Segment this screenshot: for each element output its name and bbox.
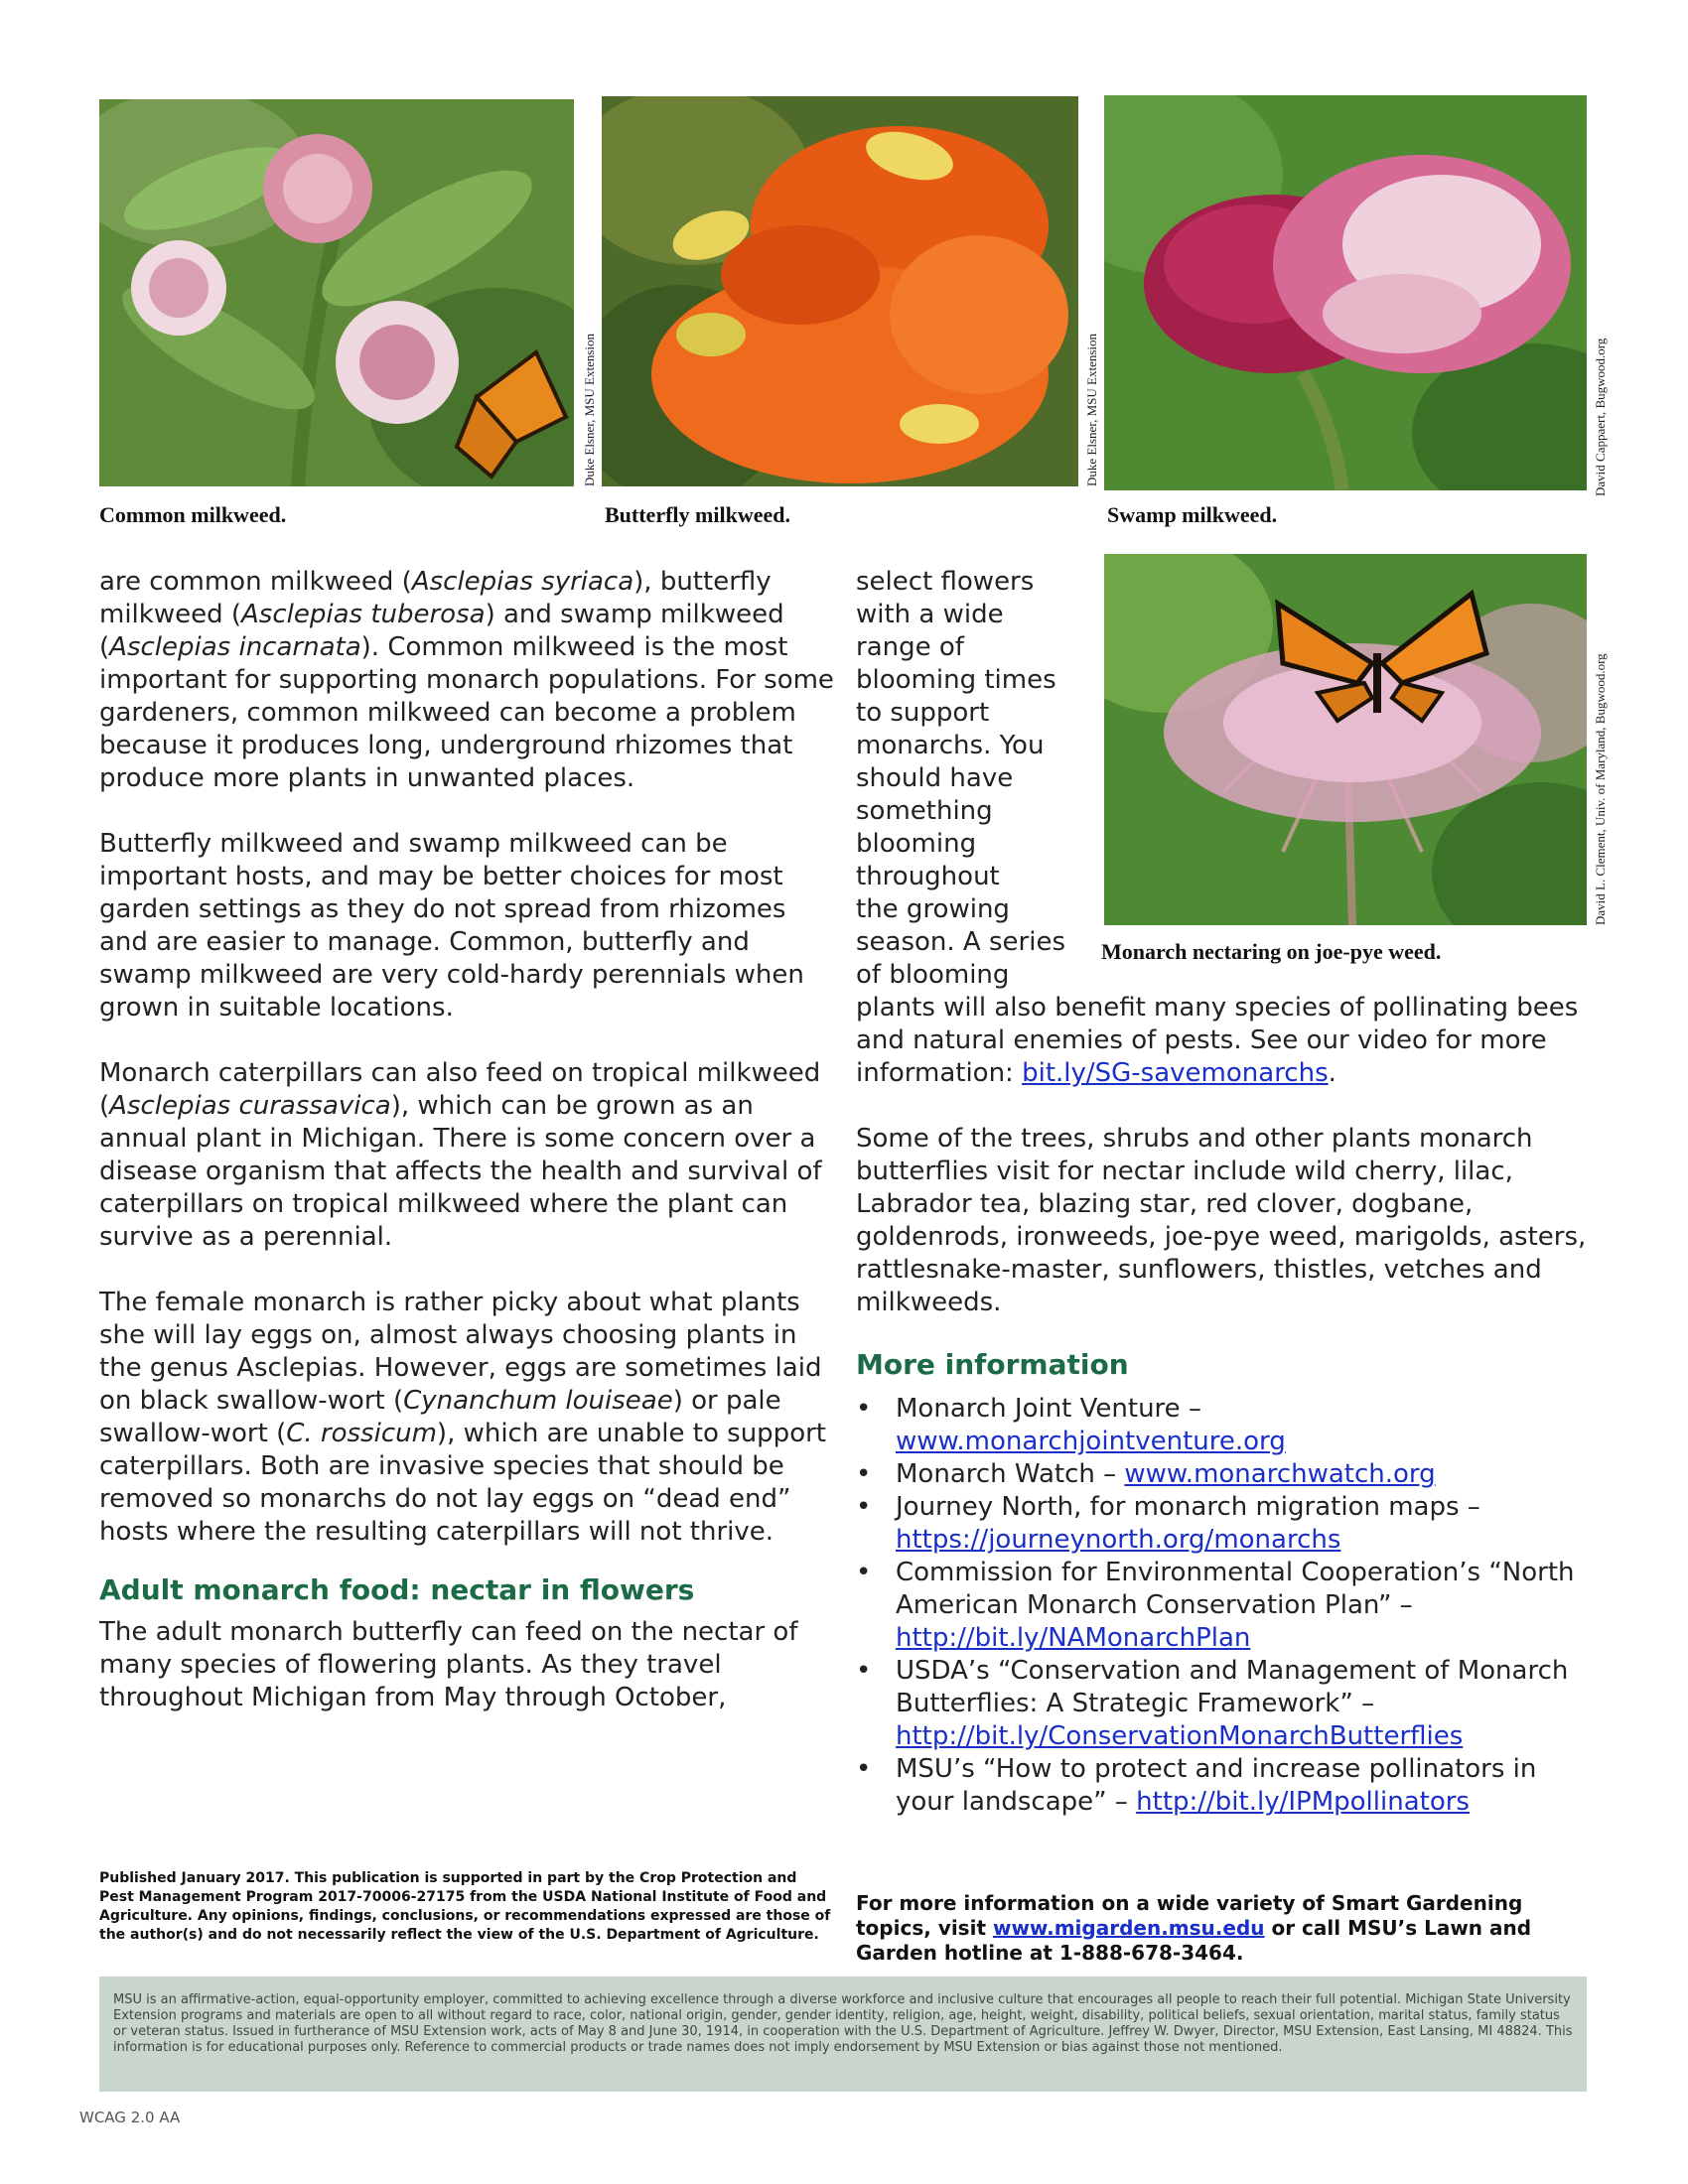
info-item-text: Monarch Joint Venture – <box>896 1394 1201 1424</box>
info-list-item <box>856 1393 1591 1458</box>
swamp-milkweed-image <box>1104 95 1587 490</box>
footer-disclaimer <box>99 1977 1587 2092</box>
photo-monarch-joe-pye <box>1104 554 1587 925</box>
paragraph-adult-food: The adult monarch butterfly can feed on the nectar of many species of flowering plants. As they travel throughout Michigan from May through October, <box>99 1617 798 1712</box>
info-item-link[interactable]: https://journeynorth.org/monarchs <box>896 1525 1341 1555</box>
narrow-line: something <box>856 796 993 826</box>
right-narrow-text <box>856 566 1094 992</box>
photo-caption: Common milkweed. <box>99 502 287 527</box>
more-information-list <box>856 1393 1591 1819</box>
narrow-line: throughout <box>856 862 1000 891</box>
paragraph-blooming: plants will also benefit many species of pollinating bees and natural enemies of pests. See our video for more information: bit.ly/SG-savemonarchs. <box>856 993 1579 1088</box>
narrow-line: with a wide <box>856 600 1004 629</box>
right-column <box>856 992 1591 1819</box>
photo-caption: Monarch nectaring on joe-pye weed. <box>1101 939 1442 964</box>
wcag-label: WCAG 2.0 AA <box>79 2109 181 2126</box>
info-list-item <box>856 1655 1591 1753</box>
info-item-link[interactable]: http://bit.ly/ConservationMonarchButterflies <box>896 1721 1464 1751</box>
info-item-text: Journey North, for monarch migration maps – <box>896 1492 1480 1522</box>
photo-common-milkweed <box>99 99 574 486</box>
info-item-text: Commission for Environmental Cooperation’s “North American Monarch Conservation Plan” – <box>896 1558 1575 1620</box>
heading-more-information: More information <box>856 1348 1129 1381</box>
info-list-item <box>856 1491 1591 1557</box>
paragraph-nectar-plants: Some of the trees, shrubs and other plants monarch butterflies visit for nectar include wild cherry, lilac, Labrador tea, blazing star, red clover, dogbane, goldenrods, ironweeds, joe-pye weed, marigolds, asters, rattlesnake-master, sunflowers, thistles, vetches and milkweeds. <box>856 1124 1587 1317</box>
left-column <box>99 566 834 1714</box>
narrow-line: blooming <box>856 829 977 859</box>
narrow-line: blooming times <box>856 665 1056 695</box>
savemonarchs-link[interactable]: bit.ly/SG-savemonarchs <box>1022 1058 1329 1088</box>
narrow-line: to support <box>856 698 990 728</box>
footer-text: MSU is an affirmative-action, equal-opportunity employer, committed to achieving excellence through a diverse workforce and inclusive culture that encourages all people to reach their full potential. Michigan State University Extension programs and materials are open to all without regard to race, color, national origin, gender, gender identity, religion, age, height, weight, disability, political beliefs, sexual orientation, marital status, family status or veteran status. Issued in furtherance of MSU Extension work, acts of May 8 and June 30, 1914, in cooperation with the U.S. Department of Agriculture. Jeffrey W. Dwyer, Director, MSU Extension, East Lansing, MI 48824. This information is for educational purposes only. Reference to commercial products or trade names does not imply endorsement by MSU Extension or bias against those not mentioned. <box>113 1992 1573 2055</box>
narrow-line: should have <box>856 763 1014 793</box>
photo-credit: Duke Elsner, MSU Extension <box>582 333 597 486</box>
paragraph-hosts: Butterfly milkweed and swamp milkweed can be important hosts, and may be better choices for most garden settings as they do not spread from rhizomes and are easier to manage. Common, butterfly and swamp milkweed are very cold-hardy perennials when grown in suitable locations. <box>99 829 804 1023</box>
bullet-icon: • <box>856 1754 872 1784</box>
narrow-line: of blooming <box>856 960 1010 990</box>
info-list-item <box>856 1557 1591 1655</box>
info-item-link[interactable]: www.monarchwatch.org <box>1124 1459 1436 1489</box>
bullet-icon: • <box>856 1459 872 1489</box>
photo-swamp-milkweed <box>1104 95 1587 490</box>
info-item-text: Monarch Watch – <box>896 1459 1125 1489</box>
paragraph-female-monarch: The female monarch is rather picky about what plants she will lay eggs on, almost always choosing plants in the genus Asclepias. However, eggs are sometimes laid on black swallow-wort (Cynanchum louiseae) or pale swallow-wort (C. rossicum), which are unable to support caterpillars. Both are invasive species that should be removed so monarchs do not lay eggs on “dead end” hosts where the resulting caterpillars will not thrive. <box>99 1288 826 1547</box>
narrow-lines <box>856 566 1094 992</box>
migarden-link[interactable]: www.migarden.msu.edu <box>992 1916 1265 1940</box>
photo-caption: Butterfly milkweed. <box>605 502 790 527</box>
narrow-line: the growing <box>856 894 1010 924</box>
photo-butterfly-milkweed <box>602 96 1078 486</box>
bullet-icon: • <box>856 1492 872 1522</box>
narrow-line: range of <box>856 632 964 662</box>
bullet-icon: • <box>856 1656 872 1686</box>
narrow-line: monarchs. You <box>856 731 1045 760</box>
info-list-item <box>856 1753 1591 1819</box>
info-item-link[interactable]: http://bit.ly/IPMpollinators <box>1136 1787 1470 1817</box>
butterfly-milkweed-image <box>602 96 1078 486</box>
bullet-icon: • <box>856 1394 872 1424</box>
photo-credit: David Cappaert, Bugwood.org <box>1593 338 1608 496</box>
narrow-line: season. A series <box>856 927 1065 957</box>
common-milkweed-image <box>99 99 574 486</box>
photo-caption: Swamp milkweed. <box>1107 502 1278 527</box>
paragraph-tropical-milkweed: Monarch caterpillars can also feed on tropical milkweed (Asclepias curassavica), which can be grown as an annual plant in Michigan. There is some concern over a disease organism that affects the health and survival of caterpillars on tropical milkweed where the plant can survive as a perennial. <box>99 1058 822 1252</box>
smart-gardening-info: For more information on a wide variety of Smart Gardening topics, visit www.migarden.msu.edu or call MSU’s Lawn and Garden hotline at 1-888-678-3464. <box>856 1891 1532 1965</box>
info-list-item <box>856 1458 1591 1491</box>
published-note: Published January 2017. This publication is supported in part by the Crop Protection and Pest Management Program 2017-70006-27175 from the USDA National Institute of Food and Agriculture. Any opinions, findings, conclusions, or recommendations expressed are those of the author(s) and do not necessarily reflect the view of the U.S. Department of Agriculture. <box>99 1870 831 1943</box>
info-item-link[interactable]: http://bit.ly/NAMonarchPlan <box>896 1623 1251 1653</box>
photo-credit: Duke Elsner, MSU Extension <box>1084 333 1099 486</box>
paragraph-milkweed-species: are common milkweed (Asclepias syriaca), butterfly milkweed (Asclepias tuberosa) and swamp milkweed (Asclepias incarnata). Common milkweed is the most important for supporting monarch populations. For some gardeners, common milkweed can become a problem because it produces long, underground rhizomes that produce more plants in unwanted places. <box>99 567 834 793</box>
monarch-joe-pye-image <box>1104 554 1587 925</box>
bullet-icon: • <box>856 1558 872 1587</box>
info-item-text: MSU’s “How to protect and increase pollinators in your landscape” – <box>896 1754 1537 1817</box>
narrow-line: select flowers <box>856 567 1035 597</box>
heading-adult-monarch-food: Adult monarch food: nectar in flowers <box>99 1573 695 1606</box>
info-item-link[interactable]: www.monarchjointventure.org <box>896 1427 1286 1456</box>
photo-credit: David L. Clement, Univ. of Maryland, Bugwood.org <box>1593 653 1608 925</box>
info-item-text: USDA’s “Conservation and Management of Monarch Butterflies: A Strategic Framework” – <box>896 1656 1569 1718</box>
